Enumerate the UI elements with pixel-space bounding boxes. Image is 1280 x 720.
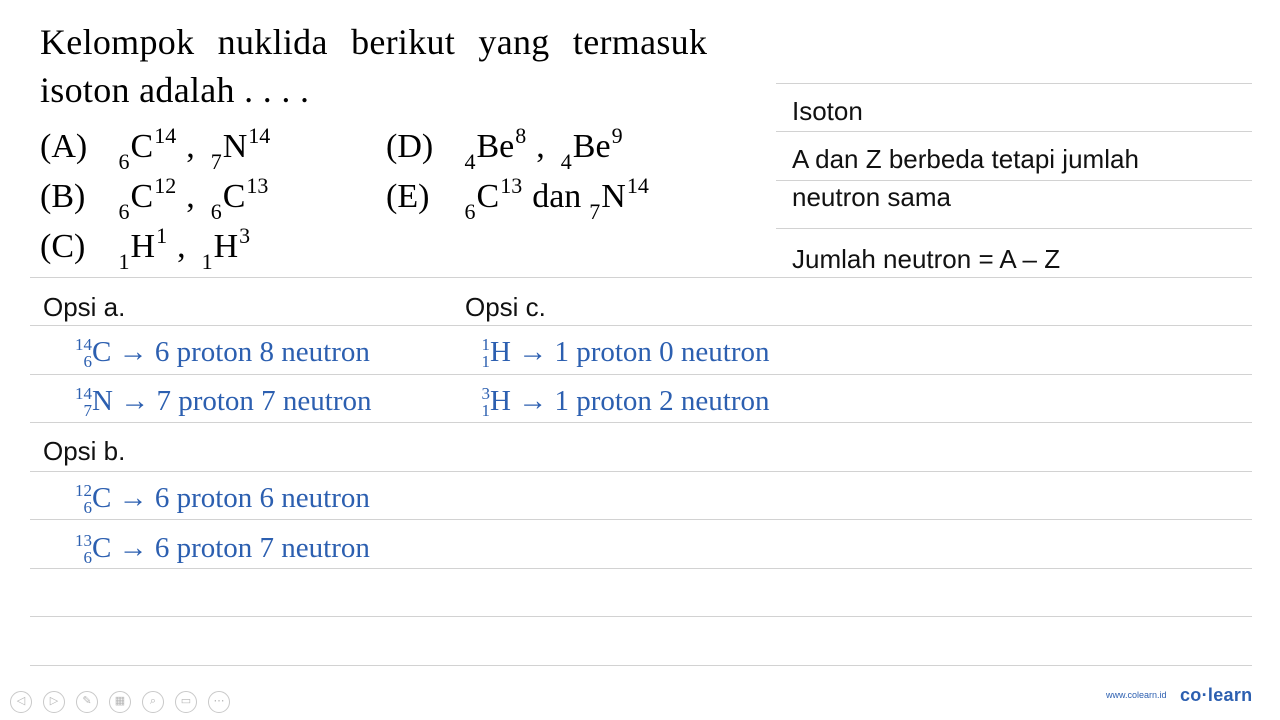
opsi-a-label: Opsi a.: [43, 292, 126, 322]
layers-icon[interactable]: ▦: [109, 691, 131, 713]
rule-line: [30, 471, 1252, 472]
nuclide-notation: 13 6: [75, 531, 92, 568]
note-line-2: neutron sama: [792, 182, 951, 212]
option-letter: (C): [40, 228, 86, 265]
rule-line: [30, 665, 1252, 666]
nuclide: $_1H^1$: [118, 223, 168, 274]
option-letter: (A): [40, 128, 88, 165]
solution-row-a2: 14 7 N → 7 proton 7 neutron: [58, 385, 372, 419]
rule-line: [776, 180, 1252, 181]
opsi-c-label: Opsi c.: [465, 292, 546, 322]
rule-line: [776, 83, 1252, 84]
note-line-1: A dan Z berbeda tetapi jumlah: [792, 144, 1139, 174]
option-d: (D) $_4Be^8$ , $_4Be^9$: [386, 114, 623, 184]
opsi-b-label: Opsi b.: [43, 436, 126, 466]
question-line-2: isoton adalah . . . .: [40, 70, 310, 110]
option-letter: (B): [40, 178, 86, 215]
nuclide: $_6C^{12}$: [118, 173, 177, 224]
nuclide: $_4Be^9$: [560, 123, 623, 174]
rule-line: [30, 422, 1252, 423]
brand-url[interactable]: www.colearn.id: [1106, 690, 1167, 700]
question-text: [40, 18, 770, 114]
solution-row-b1: 12 6 C → 6 proton 6 neutron: [58, 482, 370, 516]
nuclide-notation: 1 1: [481, 335, 490, 372]
more-icon[interactable]: ⋯: [208, 691, 230, 713]
nuclide-notation: 14 7: [75, 384, 92, 421]
note-formula: Jumlah neutron = A – Z: [792, 244, 1061, 274]
nuclide: $_1H^3$: [201, 223, 251, 274]
solution-row-a1: 14 6 C → 6 proton 8 neutron: [58, 336, 370, 370]
rule-line: [30, 325, 1252, 326]
solution-row-c1: 1 1 H → 1 proton 0 neutron: [456, 336, 770, 370]
nuclide-notation: 3 1: [481, 384, 490, 421]
option-letter: (D): [386, 128, 434, 165]
prev-icon[interactable]: ◁: [10, 691, 32, 713]
option-b: (B) $_6C^{12}$ , $_6C^{13}$: [40, 164, 268, 234]
pen-icon[interactable]: ✎: [76, 691, 98, 713]
next-icon[interactable]: ▷: [43, 691, 65, 713]
solution-row-c2: 3 1 H → 1 proton 2 neutron: [456, 385, 770, 419]
solution-row-b2: 13 6 C → 6 proton 7 neutron: [58, 532, 370, 566]
rule-line: [30, 568, 1252, 569]
nuclide: $_6C^{13}$: [464, 173, 523, 224]
nuclide-notation: 12 6: [75, 481, 92, 518]
option-e: (E) $_6C^{13}$ dan $_7N^{14}$: [386, 164, 649, 234]
nuclide: $_4Be^8$: [464, 123, 527, 174]
rule-line: [30, 616, 1252, 617]
nuclide: $_7N^{14}$: [210, 123, 271, 174]
screen-icon[interactable]: ▭: [175, 691, 197, 713]
nuclide-notation: 14 6: [75, 335, 92, 372]
option-c: (C) $_1H^1$ , $_1H^3$: [40, 214, 250, 284]
nuclide: $_6C^{14}$: [118, 123, 177, 174]
colearn-logo: co·learn: [1180, 685, 1253, 705]
bottom-toolbar: [0, 686, 1280, 720]
note-title: Isoton: [792, 96, 863, 126]
rule-line: [776, 131, 1252, 132]
rule-line: [776, 228, 1252, 229]
rule-line: [30, 519, 1252, 520]
question-line-1: Kelompok nuklida berikut yang termasuk: [40, 22, 708, 62]
nuclide: $_7N^{14}$: [589, 173, 649, 224]
zoom-icon[interactable]: ⌕: [142, 691, 164, 713]
nuclide: $_6C^{13}$: [210, 173, 269, 224]
option-letter: (E): [386, 178, 430, 215]
rule-line: [30, 374, 1252, 375]
option-a: (A) $_6C^{14}$ , $_7N^{14}$: [40, 114, 270, 184]
